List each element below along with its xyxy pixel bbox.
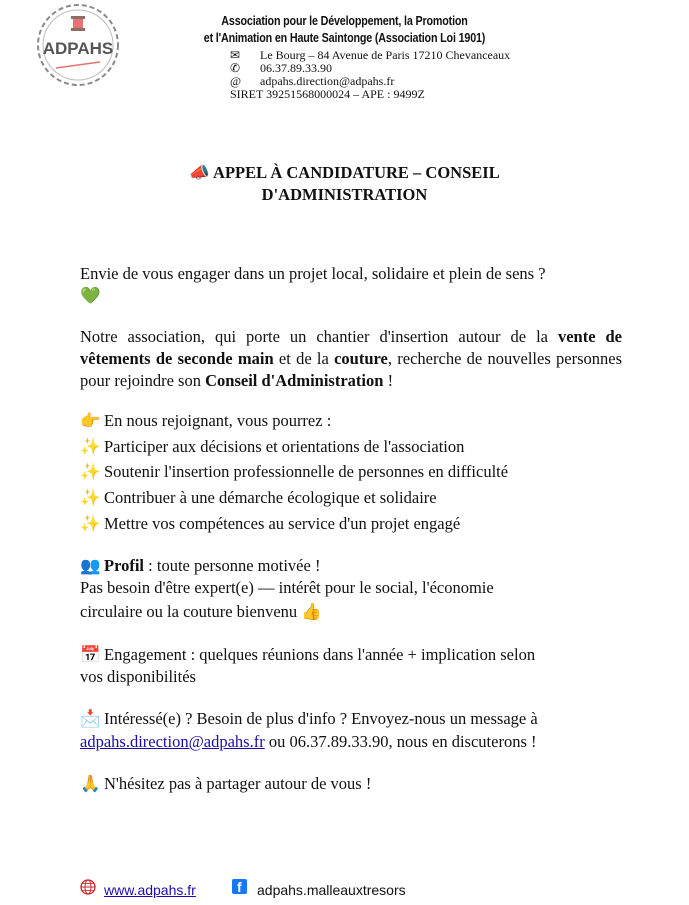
green-heart-icon: 💚 <box>80 286 101 305</box>
people-icon: 👥 <box>80 556 101 575</box>
share-line <box>80 773 371 795</box>
engagement-line1 <box>80 644 535 666</box>
contact-line2-rest: ou 06.37.89.33.90, nous en discuterons ! <box>264 732 537 751</box>
list-item <box>80 513 460 535</box>
header-association-name-line2: et l'Animation en Haute Saintonge (Association Loi 1901) <box>203 31 486 45</box>
association-text-1: Notre association, qui porte un chantier d'insertion autour de la <box>80 327 558 346</box>
contact-line2 <box>80 731 537 753</box>
pointing-hand-icon: 👉 <box>80 411 101 430</box>
association-text-4: ! <box>383 371 394 390</box>
praying-hands-icon: 🙏 <box>80 774 101 793</box>
sparkles-icon: ✨ <box>80 488 101 507</box>
list-item <box>80 461 508 483</box>
header-address <box>230 48 510 62</box>
engagement-line2: vos disponibilités <box>80 667 196 686</box>
facebook-handle[interactable]: adpahs.malleauxtresors <box>257 882 406 898</box>
website-link[interactable]: www.adpahs.fr <box>104 882 196 898</box>
phone-text: 06.37.89.33.90 <box>260 61 332 75</box>
intro-text: Envie de vous engager dans un projet local, solidaire et plein de sens ? <box>80 264 546 283</box>
sparkles-icon: ✨ <box>80 437 101 456</box>
globe-icon <box>80 879 96 895</box>
benefit-text: Contribuer à une démarche écologique et solidaire <box>104 488 437 507</box>
megaphone-icon: 📣 <box>189 163 210 182</box>
header-association-name-line1: Association pour le Développement, la Promotion <box>221 14 468 28</box>
benefit-text: Participer aux décisions et orientations de l'association <box>104 437 465 456</box>
profile-line3-text: circulaire ou la couture bienvenu <box>80 602 298 621</box>
share-text: N'hésitez pas à partager autour de vous ! <box>104 774 372 793</box>
association-bold-2: couture <box>334 349 388 368</box>
contact-line1 <box>80 708 538 730</box>
logo-text: ADPAHS <box>42 39 114 58</box>
benefit-text: Mettre vos compétences au service d'un projet engagé <box>104 514 461 533</box>
envelope-icon: 📩 <box>80 709 101 728</box>
calendar-icon: 📅 <box>80 645 101 664</box>
engagement-text: Engagement : quelques réunions dans l'année + implication selon <box>104 645 536 664</box>
contact-email-link[interactable]: adpahs.direction@adpahs.fr <box>80 732 265 751</box>
benefits-intro <box>80 410 331 432</box>
association-text-3: , recherche de nouvelles personnes pour rejoindre son <box>80 349 623 390</box>
profile-heading <box>80 555 320 577</box>
email-text: adpahs.direction@adpahs.fr <box>260 74 395 88</box>
phone-icon: ✆ <box>230 61 241 75</box>
association-bold-1: vente de vêtements de seconde main <box>80 327 622 368</box>
sparkles-icon: ✨ <box>80 462 101 481</box>
association-text-2: et de la <box>273 349 335 368</box>
list-item <box>80 436 464 458</box>
profile-line3 <box>80 601 322 623</box>
association-bold-3: Conseil d'Administration <box>205 371 384 390</box>
benefit-text: Soutenir l'insertion professionnelle de personnes en difficulté <box>104 462 509 481</box>
contact-text: Intéressé(e) ? Besoin de plus d'info ? Envoyez-nous un message à <box>104 709 538 728</box>
association-paragraph <box>80 326 622 392</box>
page-title <box>0 163 689 183</box>
at-symbol: @ <box>230 74 242 88</box>
thumbs-up-icon: 👍 <box>301 602 322 621</box>
title-line2: D'ADMINISTRATION <box>261 185 428 204</box>
title-line1: APPEL À CANDIDATURE – CONSEIL <box>213 163 500 182</box>
sparkles-icon: ✨ <box>80 514 101 533</box>
header-email <box>230 74 394 88</box>
header-siret: SIRET 39251568000024 – APE : 9499Z <box>230 87 425 101</box>
facebook-icon[interactable]: f <box>232 879 247 894</box>
address-text: Le Bourg – 84 Avenue de Paris 17210 Chevanceaux <box>260 48 511 62</box>
list-item <box>80 487 437 509</box>
intro-paragraph <box>80 263 622 307</box>
profile-line2: Pas besoin d'être expert(e) — intérêt pour le social, l'économie <box>80 578 494 597</box>
profile-text: : toute personne motivée ! <box>144 556 321 575</box>
location-icon: ✉ <box>230 48 241 62</box>
header-phone <box>230 61 332 75</box>
benefits-intro-text: En nous rejoignant, vous pourrez : <box>104 411 332 430</box>
profile-label: Profil <box>104 556 145 575</box>
